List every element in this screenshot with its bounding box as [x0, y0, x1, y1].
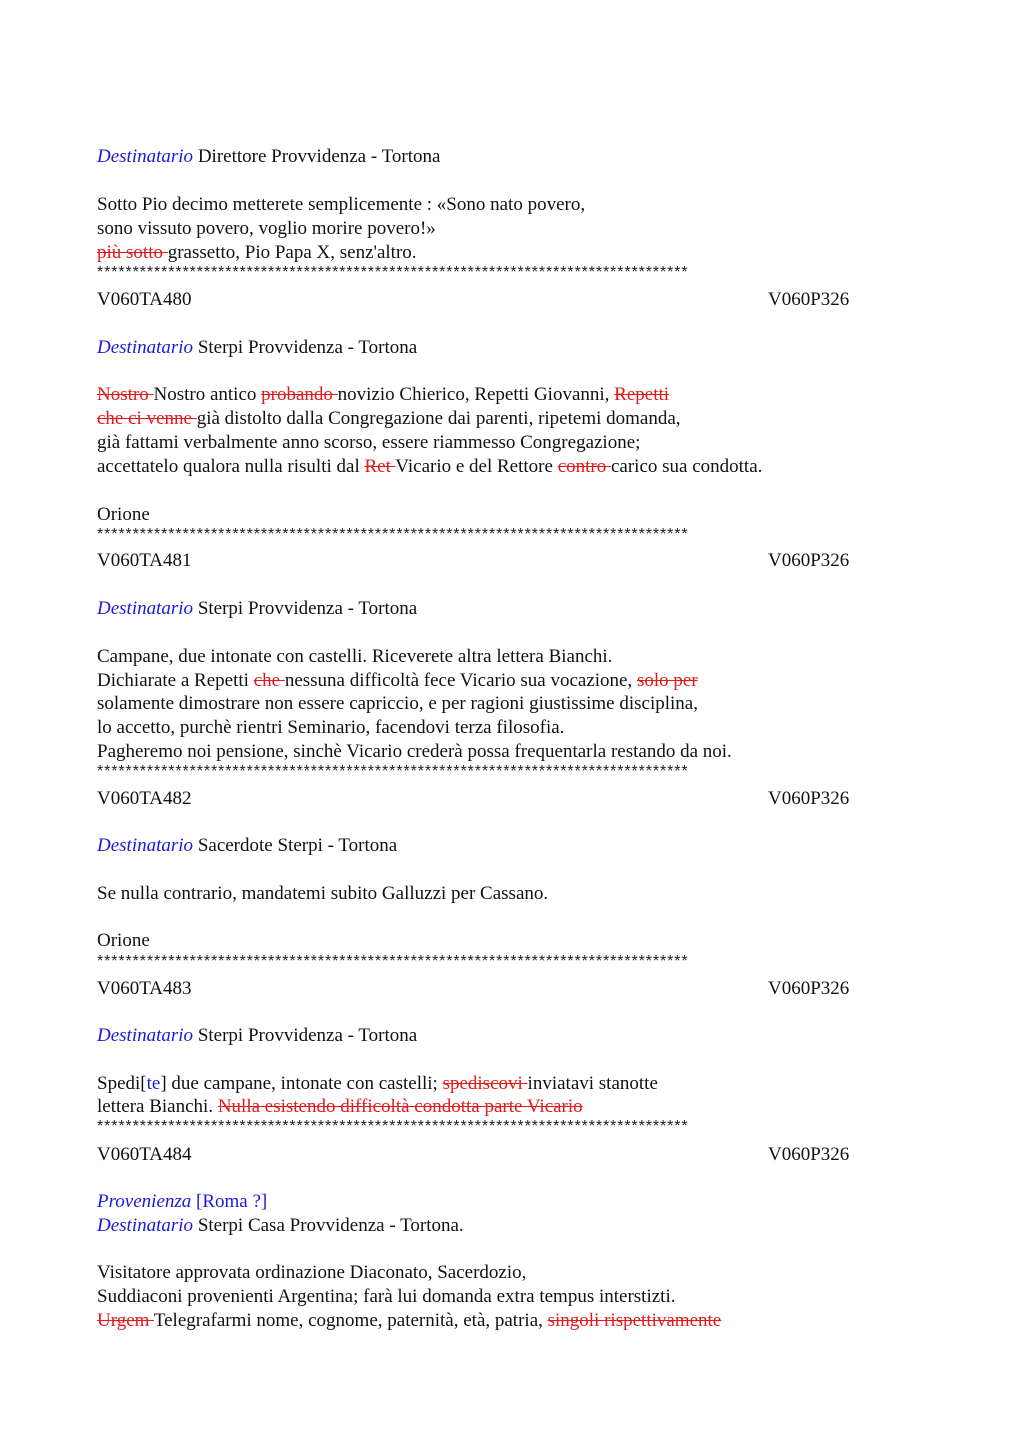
- body-line: lo accetto, purchè rientri Seminario, facendovi terza filosofia.: [97, 717, 565, 738]
- deleted-text: singoli rispettivamente: [547, 1310, 722, 1331]
- provenance-line: [97, 1190, 267, 1214]
- entry-code: V060TA482: [97, 788, 192, 809]
- recipient-label: Destinatario: [97, 1215, 194, 1236]
- body-text: Dichiarate a Repetti: [97, 670, 254, 691]
- body-text: nessuna difficoltà fece Vicario sua vocazione,: [284, 670, 637, 691]
- deleted-text: spediscovi: [442, 1073, 528, 1094]
- body-text: ] due campane, intonate con castelli;: [160, 1073, 443, 1094]
- recipient-line: [97, 336, 417, 360]
- entry-code: V060TA484: [97, 1144, 192, 1165]
- deleted-text: contro: [557, 456, 611, 477]
- recipient-line: [97, 597, 417, 621]
- page-ref: V060P326: [768, 1144, 850, 1165]
- deleted-text: solo per: [636, 670, 698, 691]
- recipient-line: [97, 1214, 464, 1238]
- body-text: lettera Bianchi.: [97, 1096, 218, 1117]
- body-text: inviatavi stanotte: [527, 1073, 658, 1094]
- recipient-label: Destinatario: [97, 835, 194, 856]
- body-text: accettatelo qualora nulla risulti dal: [97, 456, 365, 477]
- recipient-label: Destinatario: [97, 1025, 194, 1046]
- body-line: [97, 1309, 721, 1333]
- body-line: Sotto Pio decimo metterete semplicemente : «Sono nato povero,: [97, 194, 586, 215]
- separator: ***********************************************************************************: [97, 764, 689, 780]
- recipient-line: [97, 1024, 417, 1048]
- body-text: grassetto, Pio Papa X, senz'altro.: [167, 242, 417, 263]
- recipient-name: Sterpi Provvidenza - Tortona: [197, 598, 418, 619]
- signature: Orione: [97, 504, 150, 525]
- deleted-text: che: [253, 670, 285, 691]
- separator: ***********************************************************************************: [97, 527, 689, 543]
- body-line: Campane, due intonate con castelli. Riceverete altra lettera Bianchi.: [97, 646, 613, 667]
- body-line: [97, 1095, 583, 1119]
- page-ref: V060P326: [768, 550, 850, 571]
- body-line: già fattami verbalmente anno scorso, essere riammesso Congregazione;: [97, 432, 641, 453]
- body-line: [97, 407, 681, 431]
- body-text: Spedi[: [97, 1073, 147, 1094]
- body-line: [97, 669, 698, 693]
- body-text: Vicario e del Rettore: [395, 456, 558, 477]
- body-line: [97, 241, 417, 265]
- editorial-insert: te: [146, 1073, 161, 1094]
- signature: Orione: [97, 930, 150, 951]
- body-line: Visitatore approvata ordinazione Diaconato, Sacerdozio,: [97, 1262, 527, 1283]
- body-line: [97, 1072, 658, 1096]
- deleted-text: probando: [261, 384, 338, 405]
- deleted-text: più sotto: [97, 242, 168, 263]
- body-text: novizio Chierico, Repetti Giovanni,: [337, 384, 615, 405]
- recipient-name: Sacerdote Sterpi - Tortona: [197, 835, 398, 856]
- body-line: Suddiaconi provenienti Argentina; farà lui domanda extra tempus interstizti.: [97, 1286, 676, 1307]
- recipient-name: Sterpi Casa Provvidenza - Tortona.: [197, 1215, 464, 1236]
- separator: ***********************************************************************************: [97, 954, 689, 970]
- recipient-name: Sterpi Provvidenza - Tortona: [197, 1025, 418, 1046]
- page-ref: V060P326: [768, 978, 850, 999]
- recipient-label: Destinatario: [97, 337, 194, 358]
- body-line: Pagheremo noi pensione, sinchè Vicario crederà possa frequentarla restando da noi.: [97, 741, 732, 762]
- body-text: già distolto dalla Congregazione dai parenti, ripetemi domanda,: [196, 408, 681, 429]
- deleted-text: Nostro: [97, 384, 154, 405]
- recipient-line: [97, 834, 397, 858]
- body-line: sono vissuto povero, voglio morire povero!»: [97, 218, 436, 239]
- deleted-text: Ret: [364, 456, 396, 477]
- body-text: Nostro antico: [153, 384, 262, 405]
- page-ref: V060P326: [768, 788, 850, 809]
- deleted-text: Nulla esistendo difficoltà condotta parte Vicario: [217, 1096, 583, 1117]
- deleted-text: Urgem: [97, 1310, 154, 1331]
- body-line: [97, 383, 669, 407]
- entry-code: V060TA481: [97, 550, 192, 571]
- entry-code: V060TA483: [97, 978, 192, 999]
- provenance-label: Provenienza: [97, 1191, 192, 1212]
- deleted-text: che ci venne: [97, 408, 197, 429]
- separator: ***********************************************************************************: [97, 1119, 689, 1135]
- body-text: Telegrafarmi nome, cognome, paternità, età, patria,: [153, 1310, 548, 1331]
- body-line: Se nulla contrario, mandatemi subito Galluzzi per Cassano.: [97, 883, 549, 904]
- provenance-value: [Roma ?]: [196, 1191, 268, 1212]
- entry-code: V060TA480: [97, 289, 192, 310]
- recipient-label: Destinatario: [97, 598, 194, 619]
- body-line: solamente dimostrare non essere capriccio, e per ragioni giustissime disciplina,: [97, 693, 698, 714]
- recipient-label: Destinatario: [97, 146, 194, 167]
- body-line: [97, 455, 762, 479]
- separator: ***********************************************************************************: [97, 265, 689, 281]
- recipient-name: Direttore Provvidenza - Tortona: [197, 146, 441, 167]
- deleted-text: Repetti: [614, 384, 670, 405]
- page-ref: V060P326: [768, 289, 850, 310]
- body-text: carico sua condotta.: [610, 456, 763, 477]
- recipient-line: [97, 145, 440, 169]
- recipient-name: Sterpi Provvidenza - Tortona: [197, 337, 418, 358]
